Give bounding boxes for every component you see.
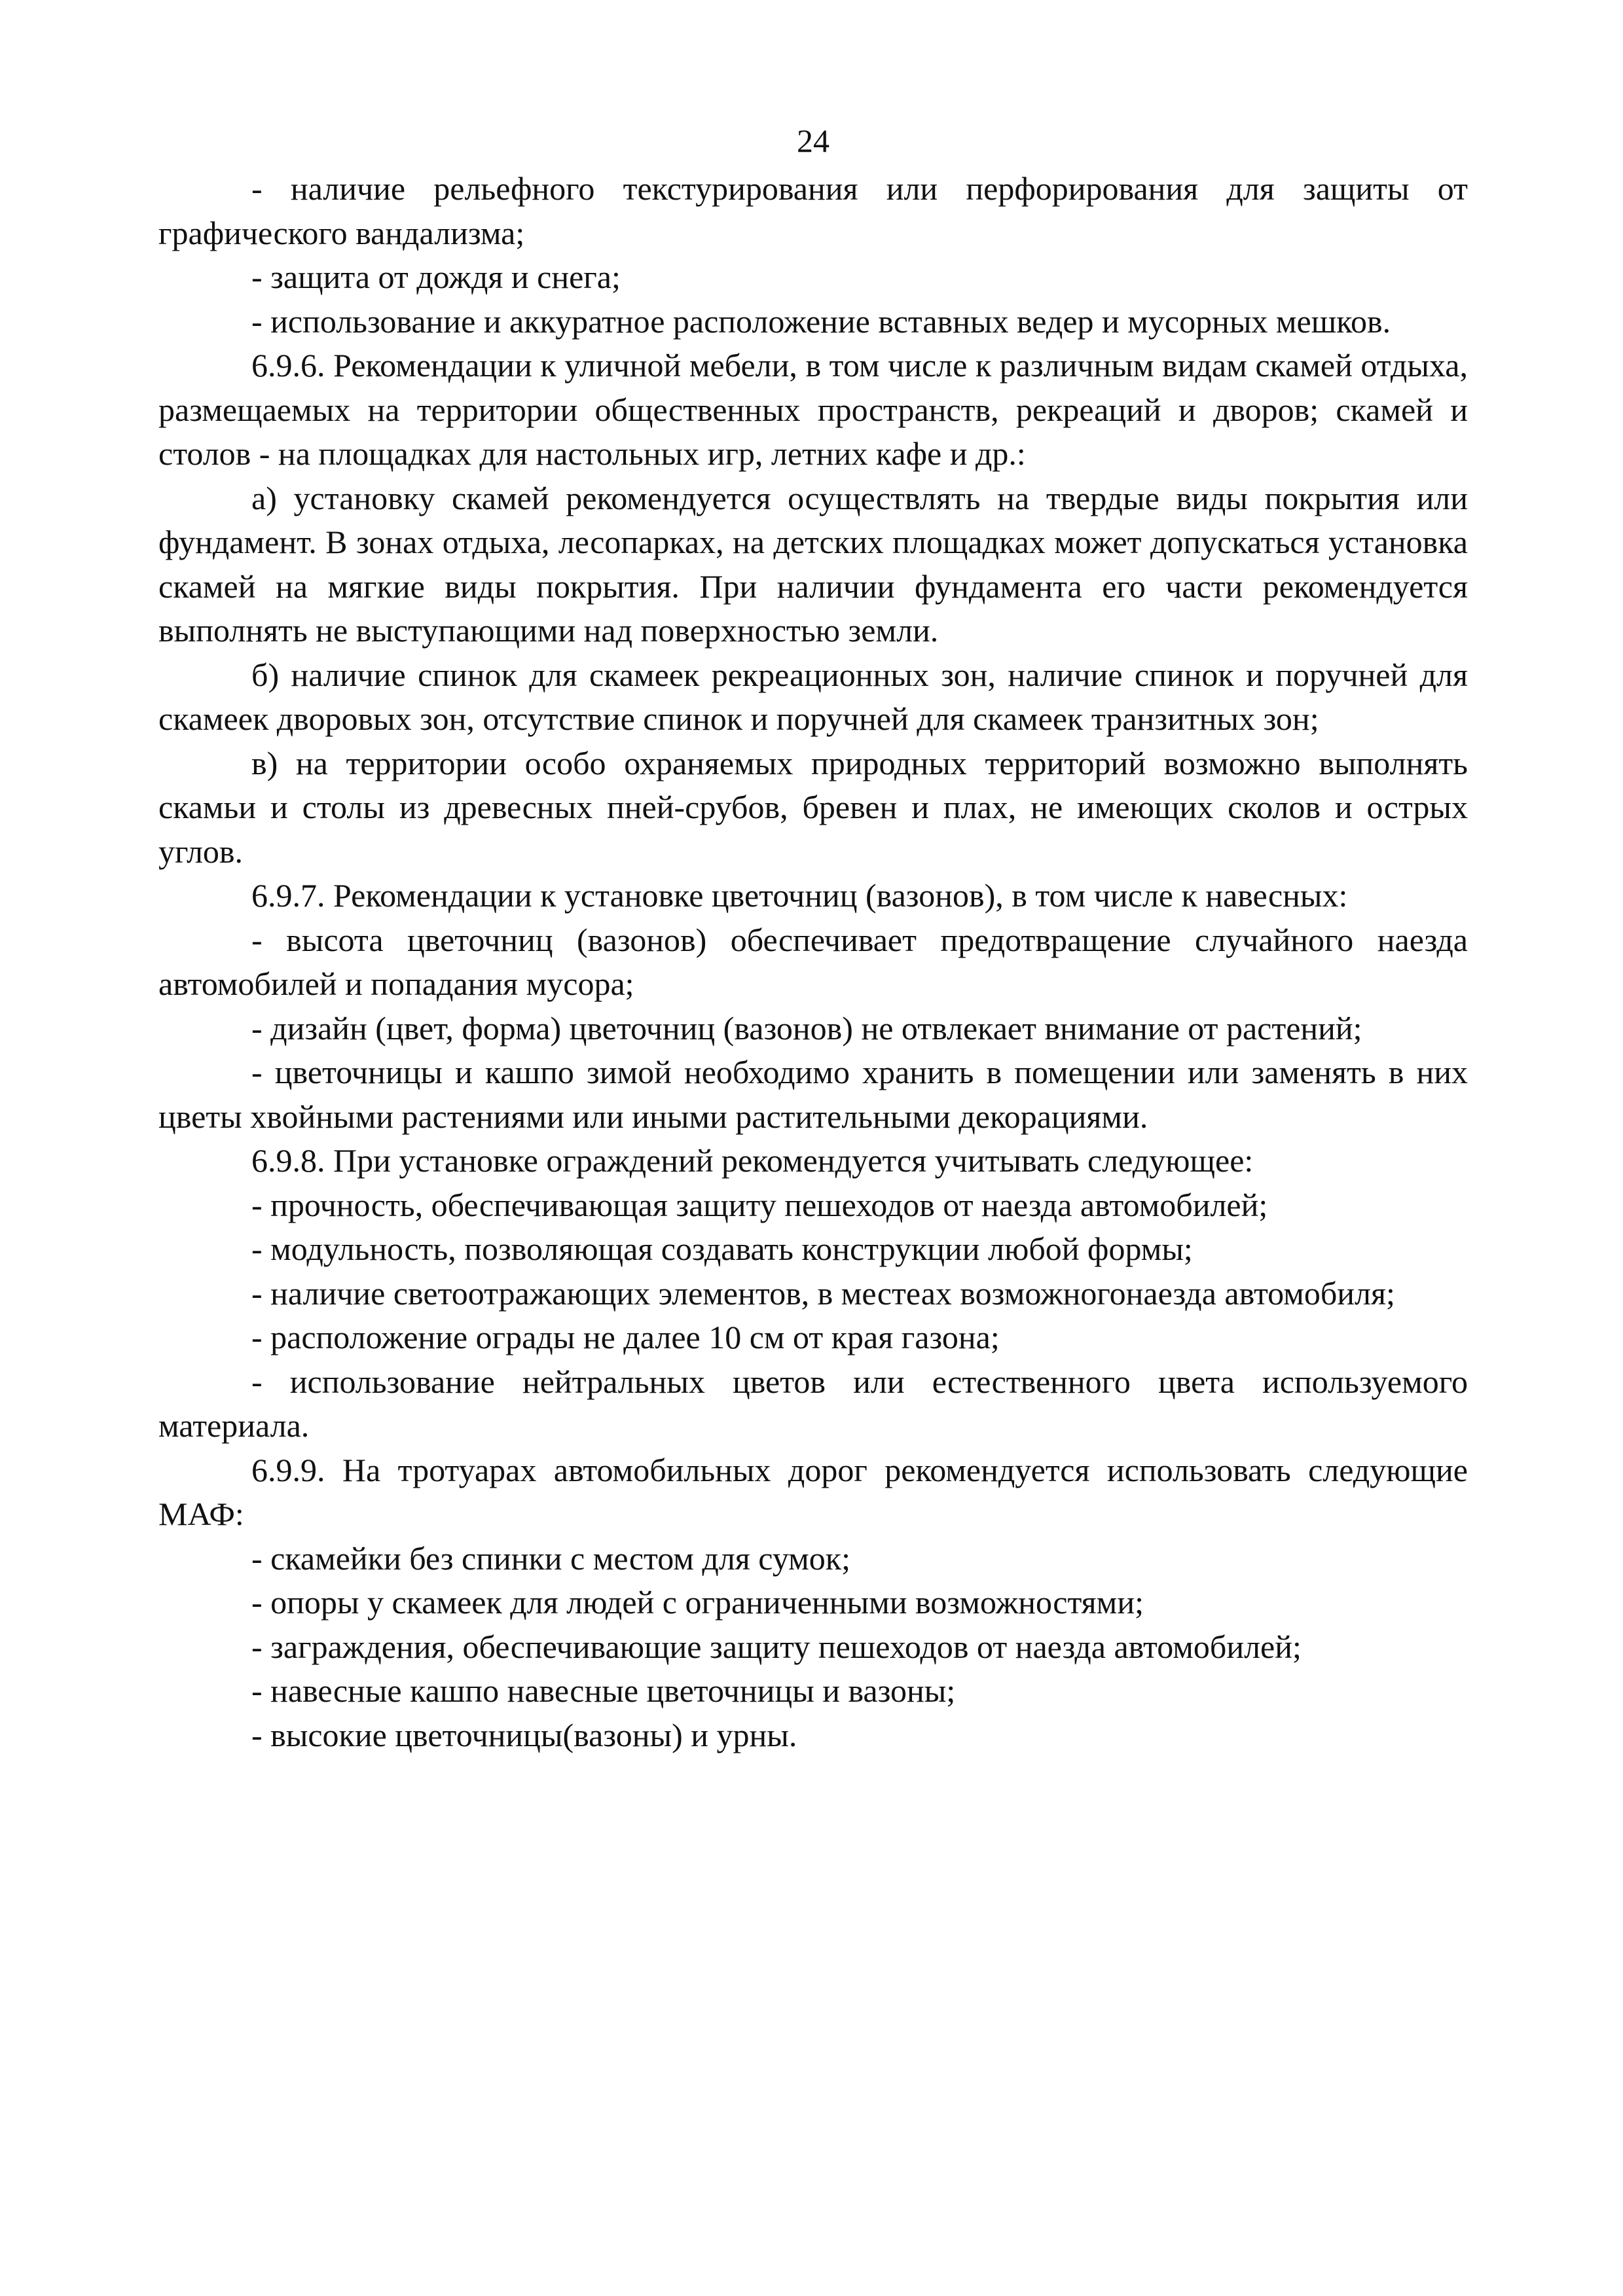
paragraph: а) установку скамей рекомендуется осуществлять на твердые виды покрытия или фундамент. В зонах отдыха, лесопарках, на детских площадках может допускаться установка скамей на мягкие виды покрытия. При наличии фундамента его части рекомендуется выполнять не выступающими над поверхностью земли. (158, 479, 1468, 649)
paragraph: - наличие светоотражающих элементов, в местеах возможногонаезда автомобиля; (251, 1274, 1395, 1312)
paragraph: - высота цветочниц (вазонов) обеспечивает предотвращение случайного наезда автомобилей и попадания мусора; (158, 921, 1468, 1002)
paragraph: - цветочницы и кашпо зимой необходимо хранить в помещении или заменять в них цветы хвойными растениями или иными растительными декорациями. (158, 1054, 1468, 1135)
paragraph: в) на территории особо охраняемых природных территорий возможно выполнять скамьи и столы из древесных пней-срубов, бревен и плах, не имеющих сколов и острых углов. (158, 744, 1468, 870)
section-6-9-7: 6.9.7. Рекомендации к установке цветочниц (вазонов), в том числе к навесных: (251, 877, 1348, 914)
paragraph: - наличие рельефного текстурирования или перфорирования для защиты от графического вандализма; (158, 170, 1468, 251)
paragraph: - навесные кашпо навесные цветочницы и вазоны; (251, 1672, 956, 1709)
section-6-9-9: 6.9.9. На тротуарах автомобильных дорог рекомендуется использовать следующие МАФ: (158, 1451, 1468, 1532)
paragraph: - расположение ограды не далее 10 см от края газона; (251, 1319, 1000, 1355)
section-6-9-6: 6.9.6. Рекомендации к уличной мебели, в том числе к различным видам скамей отдыха, размещаемых на территории общественных пространств, рекреаций и дворов; скамей и столов - на площадках для настольных игр, летних кафе и др.: (158, 347, 1468, 472)
section-6-9-8: 6.9.8. При установке ограждений рекомендуется учитывать следующее: (251, 1142, 1254, 1179)
paragraph: - использование и аккуратное расположение вставных ведер и мусорных мешков. (251, 302, 1391, 340)
paragraph: - защита от дождя и снега; (251, 259, 621, 295)
paragraph: - заграждения, обеспечивающие защиту пешеходов от наезда автомобилей; (251, 1628, 1302, 1665)
paragraph: - прочность, обеспечивающая защиту пешеходов от наезда автомобилей; (251, 1186, 1268, 1223)
paragraph: - дизайн (цвет, форма) цветочниц (вазонов) не отвлекает внимание от растений; (251, 1009, 1362, 1047)
paragraph: - использование нейтральных цветов или естественного цвета используемого материала. (158, 1363, 1468, 1444)
page-number: 24 (797, 122, 830, 159)
paragraph: б) наличие спинок для скамеек рекреационных зон, наличие спинок и поручней для скамеек дворовых зон, отсутствие спинок и поручней для скамеек транзитных зон; (158, 656, 1468, 737)
paragraph: - скамейки без спинки с местом для сумок; (251, 1539, 850, 1577)
paragraph: - высокие цветочницы(вазоны) и урны. (251, 1716, 797, 1753)
paragraph: - модульность, позволяющая создавать конструкции любой формы; (251, 1230, 1193, 1267)
document-page (158, 115, 1468, 1757)
paragraph: - опоры у скамеек для людей с ограниченными возможностями; (251, 1584, 1144, 1621)
